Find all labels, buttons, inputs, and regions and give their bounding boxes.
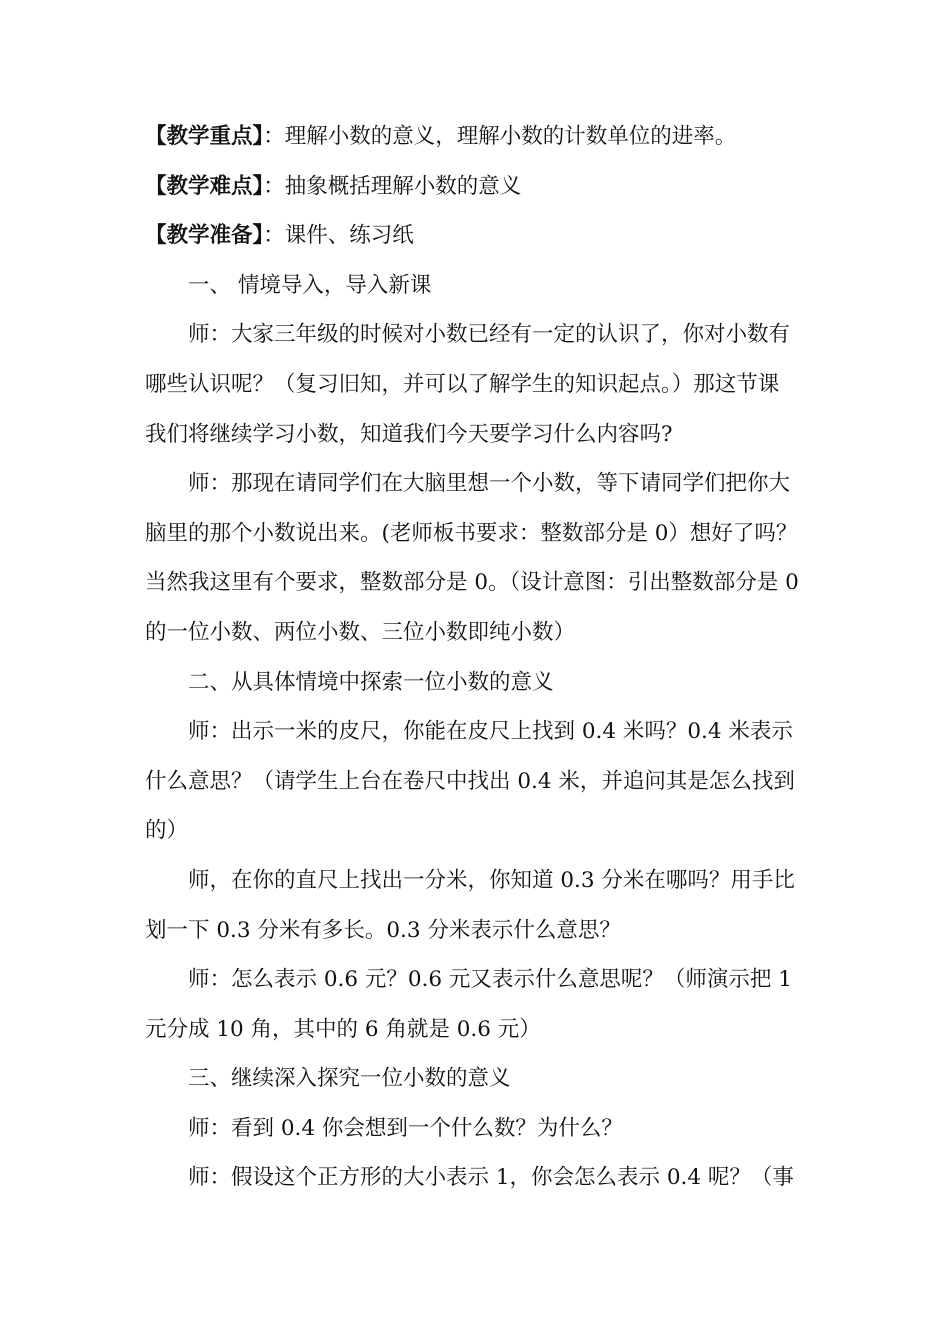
paragraph-line: 师：出示一米的皮尺，你能在皮尺上找到 0.4 米吗？0.4 米表示 — [188, 719, 793, 745]
difficulties-text: ：抽象概括理解小数的意义 — [263, 173, 522, 199]
paragraph-line: 师：怎么表示 0.6 元？0.6 元又表示什么意思呢？（师演示把 1 — [188, 967, 792, 993]
paragraph-line: 划一下 0.3 分米有多长。0.3 分米表示什么意思？ — [145, 917, 621, 943]
preparation-line — [145, 211, 810, 261]
section-heading-1: 一、 情境导入，导入新课 — [188, 272, 432, 298]
paragraph-line: 师：看到 0.4 你会想到一个什么数？为什么？ — [188, 1115, 623, 1141]
paragraph-line: 当然我这里有个要求，整数部分是 0。（设计意图：引出整数部分是 0 — [145, 570, 799, 596]
difficulties-label: 【教学难点】 — [145, 173, 264, 199]
difficulties-line — [145, 162, 810, 212]
paragraph-line: 师：假设这个正方形的大小表示 1，你会怎么表示 0.4 呢？（事 — [188, 1165, 794, 1191]
paragraph-line: 元分成 10 角，其中的 6 角就是 0.6 元） — [145, 1016, 541, 1042]
paragraph-line: 我们将继续学习小数，知道我们今天要学习什么内容吗? — [145, 421, 673, 447]
paragraph-line: 师：大家三年级的时候对小数已经有一定的认识了，你对小数有 — [188, 322, 791, 348]
document-page — [145, 112, 810, 1203]
paragraph-line: 脑里的那个小数说出来。(老师板书要求：整数部分是 0）想好了吗？ — [145, 520, 798, 546]
paragraph-line: 的一位小数、两位小数、三位小数即纯小数） — [145, 619, 576, 645]
paragraph-line: 师，在你的直尺上找出一分米，你知道 0.3 分米在哪吗？用手比 — [188, 867, 795, 893]
key-points-line — [145, 112, 810, 162]
preparation-label: 【教学准备】 — [145, 223, 264, 249]
section-heading-2: 二、从具体情境中探索一位小数的意义 — [188, 669, 554, 695]
key-points-label: 【教学重点】 — [145, 124, 264, 149]
section-heading-3: 三、继续深入探究一位小数的意义 — [188, 1066, 511, 1092]
paragraph-line: 师：那现在请同学们在大脑里想一个小数，等下请同学们把你大 — [188, 471, 791, 497]
paragraph-line: 的） — [145, 818, 189, 844]
paragraph-line: 哪些认识呢？（复习旧知，并可以了解学生的知识起点。）那这节课 — [145, 371, 780, 397]
preparation-text: ：课件、练习纸 — [263, 223, 414, 249]
paragraph-line: 什么意思？（请学生上台在卷尺中找出 0.4 米，并追问其是怎么找到 — [145, 768, 795, 794]
key-points-text: ：理解小数的意义，理解小数的计数单位的进率。 — [263, 124, 737, 149]
